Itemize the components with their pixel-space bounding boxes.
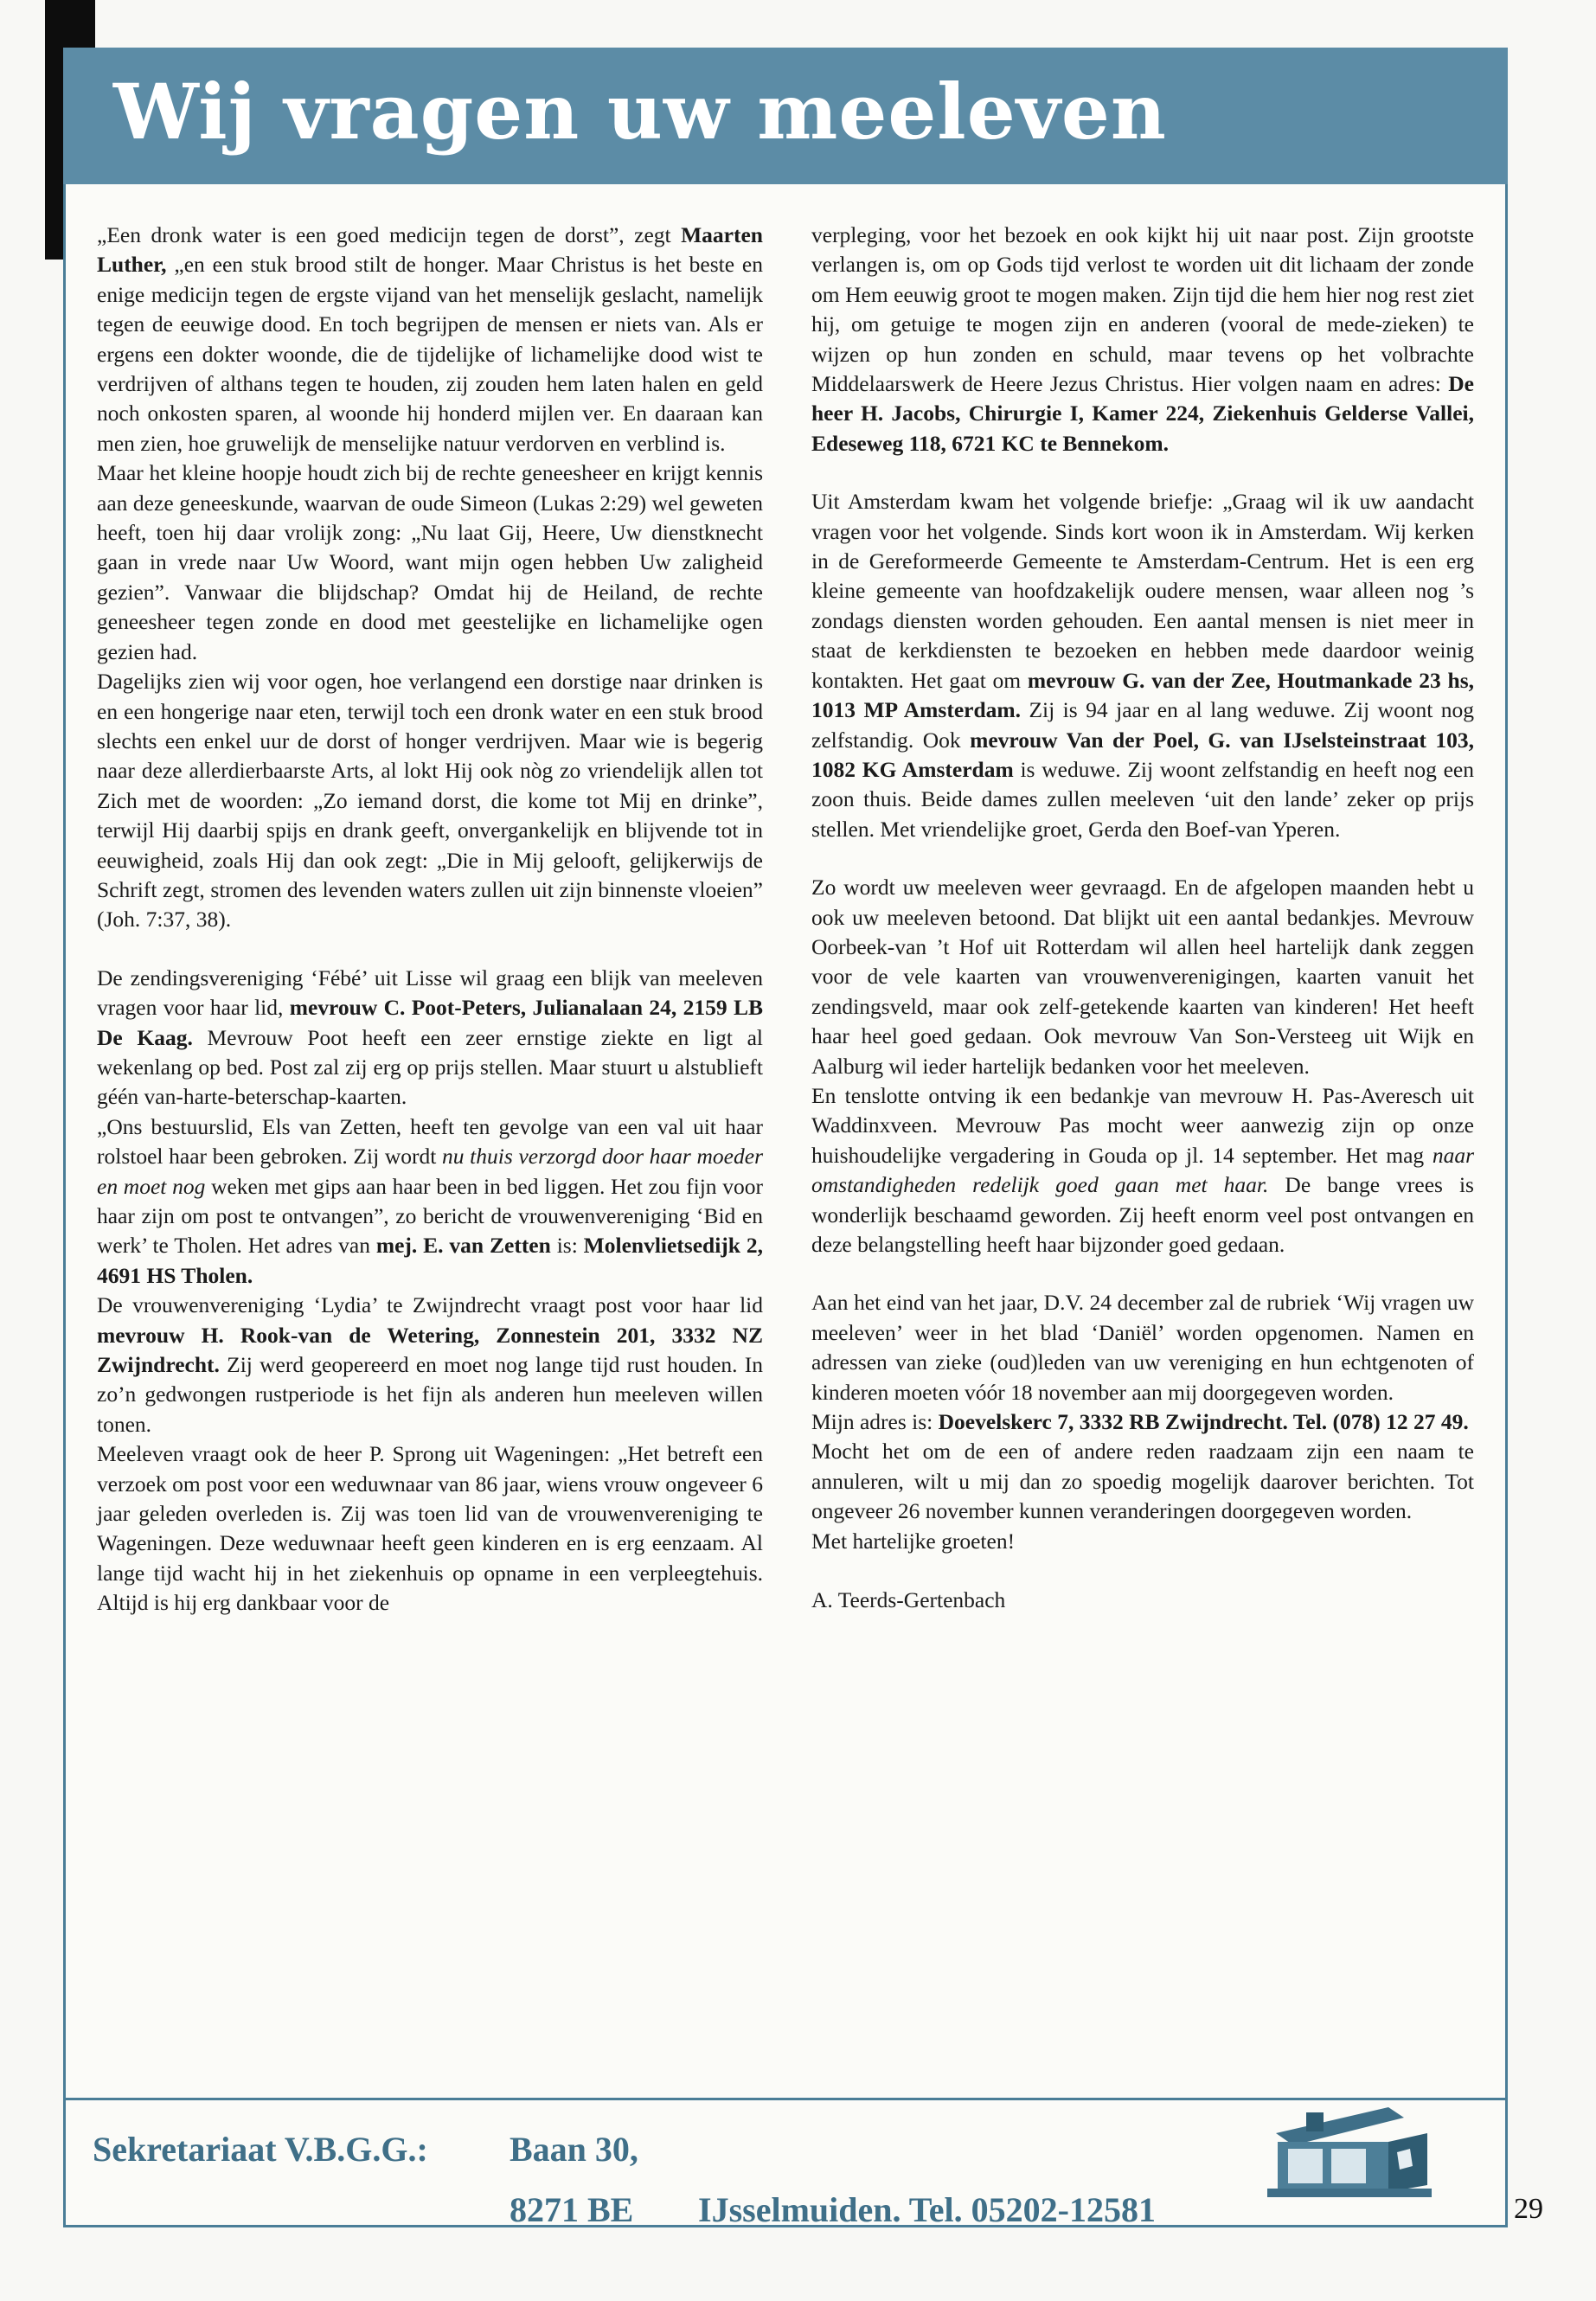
page-number: 29 xyxy=(1514,2193,1543,2225)
paragraph: verpleging, voor het bezoek en ook kijkt hij uit naar post. Zijn grootste verlangen is, om op Gods tijd verlost te worden uit dit lichaam der zonde om Hem eeuwig groot te mogen maken. Zijn tijd die hem hier nog rest ziet hij, om getuige te mogen zijn en anderen (vooral de mede-zieken) te wijzen op hun zonden en schuld, maar tevens op het volbrachte Middelaarswerk de Heere Jezus Christus. Hier volgen naam en adres: De heer H. Jacobs, Chirurgie I, Kamer 224, Ziekenhuis Gelderse Vallei, Edeseweg 118, 6721 KC te Bennekom. xyxy=(811,222,1474,456)
footer-postcode: 8271 BE xyxy=(510,2190,634,2229)
paragraph: De zendingsvereniging ‘Fébé’ uit Lisse wil graag een blijk van meeleven vragen voor haar lid, mevrouw C. Poot-Peters, Julianalaan 24, 2159 LB De Kaag. Mevrouw Poot heeft een zeer ernstige ziekte en ligt al wekenlang op bed. Post zal zij erg op prijs stellen. Maar stuurt u alstublieft géén van-harte-beterschap-kaarten. xyxy=(97,965,764,1110)
paragraph: Met hartelijke groeten! xyxy=(811,1528,1016,1554)
paragraph: Dagelijks zien wij voor ogen, hoe verlangend een dorstige naar drinken is en een hongerige naar eten, terwijl toch een dronk water en een stuk brood slechts een enkel uur de dorst of honger verdrijven. Maar wie is begerig naar deze allerdierbaarste Arts, al lokt Hij ook nòg zo vriendelijk allen tot Zich met de woorden: „Zo iemand dorst, die kome tot Mij en drinke”, terwijl Hij daarbij spijs en drank geeft, onvergankelijk en blijvende tot in eeuwigheid, zoals Hij dan ook zegt: „Die in Mij gelooft, gelijkerwijs de Schrift zegt, stromen des levenden waters zullen uit zijn binnenste vloeien” (Joh. 7:37, 38). xyxy=(97,669,763,933)
paragraph: Aan het eind van het jaar, D.V. 24 december zal de rubriek ‘Wij vragen uw meeleven’ weer in het blad ‘Daniël’ worden opgenomen. Namen en adressen van zieke (oud)leden van uw vereniging en hun echtgenoten of kinderen moeten vóór 18 november aan mij doorgegeven worden. xyxy=(811,1290,1474,1405)
paragraph: Mijn adres is: Doevelskerc 7, 3332 RB Zwijndrecht. Tel. (078) 12 27 49. xyxy=(811,1409,1469,1435)
footer-street: Baan 30, xyxy=(510,2130,638,2169)
paragraph: Mocht het om de een of andere reden raadzaam zijn een naam te annuleren, wilt u mij dan zo spoedig mogelijk daarover berichten. Tot ongeveer 26 november kunnen veranderingen doorgegeven worden. xyxy=(811,1439,1474,1524)
paragraph: Maar het kleine hoopje houdt zich bij de rechte geneesheer en krijgt kennis aan deze geneeskunde, waarvan de oude Simeon (Lukas 2:29) wel geweten heeft, toen hij daar vrolijk zong: „Nu laat Gij, Heere, Uw dienstknecht gaan in vrede naar Uw Woord, want mijn ogen hebben Uw zaligheid gezien”. Vanwaar die blijdschap? Omdat hij de Heiland, de rechte geneesheer tegen zonde en dood met geestelijke en lichamelijke ogen gezien had. xyxy=(97,460,763,664)
paragraph: Zo wordt uw meeleven weer gevraagd. En de afgelopen maanden hebt u ook uw meeleven betoond. Dat blijkt uit een aantal bedankjes. Mevrouw Oorbeek-van ’t Hof uit Rotterdam wil allen heel hartelijk dank zeggen voor de vele kaarten van vrouwenverenigingen, kaarten vanuit het zendingsveld, maar ook zelf-getekende kaarten van kinderen! Het heeft haar heel goed gedaan. Ook mevrouw Van Son-Versteeg uit Wijk en Aalburg wil ieder hartelijk bedanken voor het meeleven. xyxy=(811,875,1474,1079)
vbgg-emblem-icon xyxy=(1259,2092,1436,2204)
footer-city-phone: IJsselmuiden. Tel. 05202-12581 xyxy=(698,2190,1156,2229)
paragraph: En tenslotte ontving ik een bedankje van mevrouw H. Pas-Averesch uit Waddinxveen. Mevrouw Pas mocht weer aanwezig zijn op onze huishoudelijke vergadering in Gouda op jl. 14 september. Het mag naar omstandigheden redelijk goed gaan met haar. De bange vrees is wonderlijk beschaamd geworden. Zij heeft enorm veel post ontvangen en deze belangstelling heeft haar bijzonder goed gedaan. xyxy=(811,1082,1474,1257)
paragraph: Meeleven vraagt ook de heer P. Sprong uit Wageningen: „Het betreft een verzoek om post voor een weduwnaar van 86 jaar, wiens vrouw ongeveer 6 jaar geleden overleden is. Zij was toen lid van de vrouwenvereniging te Wageningen. Deze weduwnaar heeft geen kinderen en is erg eenzaam. Al lange tijd wacht hij in het ziekenhuis op opname in een verpleegtehuis. Altijd is hij erg dankbaar voor de xyxy=(97,1441,763,1616)
right-column xyxy=(811,221,1474,1615)
title-banner xyxy=(63,48,1508,184)
left-column xyxy=(97,221,763,1618)
footer-label: Sekretariaat V.B.G.G.: xyxy=(93,2130,428,2169)
page-title: Wij vragen uw meeleven xyxy=(113,67,1167,157)
paragraph: „Ons bestuurslid, Els van Zetten, heeft ten gevolge van een val uit haar rolstoel haar been gebroken. Zij wordt nu thuis verzorgd door haar moeder en moet nog weken met gips aan haar been in bed liggen. Het zou fijn voor haar zijn om post te ontvangen”, zo bericht de vrouwenvereniging ‘Bid en werk’ te Tholen. Het adres van mej. E. van Zetten is: Molenvlietsedijk 2, 4691 HS Tholen. xyxy=(97,1113,763,1288)
paragraph: De vrouwenvereniging ‘Lydia’ te Zwijndrecht vraagt post voor haar lid mevrouw H. Rook-van de Wetering, Zonnestein 201, 3332 NZ Zwijndrecht. Zij werd geopereerd en moet nog lange tijd rust houden. In zo’n gedwongen rustperiode is het fijn als anderen hun meeleven willen tonen. xyxy=(97,1292,763,1437)
paragraph: „Een dronk water is een goed medicijn tegen de dorst”, zegt Maarten Luther, „en een stuk brood stilt de honger. Maar Christus is het beste en enige medicijn tegen de ergste vijand van het menselijk geslacht, namelijk tegen de eeuwige dood. En toch begrijpen de mensen er niets van. Als er ergens een dokter woonde, die de tijdelijke of lichamelijke dood wist te verdrijven of althans tegen te houden, zij zouden hem laten halen en geld noch onkosten sparen, al woonde hij honderd mijlen ver. En daaraan kan men zien, hoe gruwelijk de menselijke natuur verdorven en verblind is. xyxy=(97,222,763,456)
paragraph: Uit Amsterdam kwam het volgende briefje: „Graag wil ik uw aandacht vragen voor het volgende. Sinds kort woon ik in Amsterdam. Wij kerken in de Gereformeerde Gemeente te Amsterdam-Centrum. Het is een erg kleine gemeente van hoofdzakelijk oudere mensen, waar alleen nog ’s zondags diensten worden gehouden. Een aantal mensen is niet meer in staat de kerkdiensten te bezoeken en hebben mede daardoor weinig kontakten. Het gaat om mevrouw G. van der Zee, Houtmankade 23 hs, 1013 MP Amsterdam. Zij is 94 jaar en al lang weduwe. Zij woont nog zelfstandig. Ook mevrouw Van der Poel, G. van IJselsteinstraat 103, 1082 KG Amsterdam is weduwe. Zij woont zelfstandig en heeft nog een zoon thuis. Beide dames zullen meeleven ‘uit den lande’ zeker op prijs stellen. Met vriendelijke groet, Gerda den Boef-van Yperen. xyxy=(811,489,1475,842)
signature: A. Teerds-Gertenbach xyxy=(811,1587,1006,1613)
